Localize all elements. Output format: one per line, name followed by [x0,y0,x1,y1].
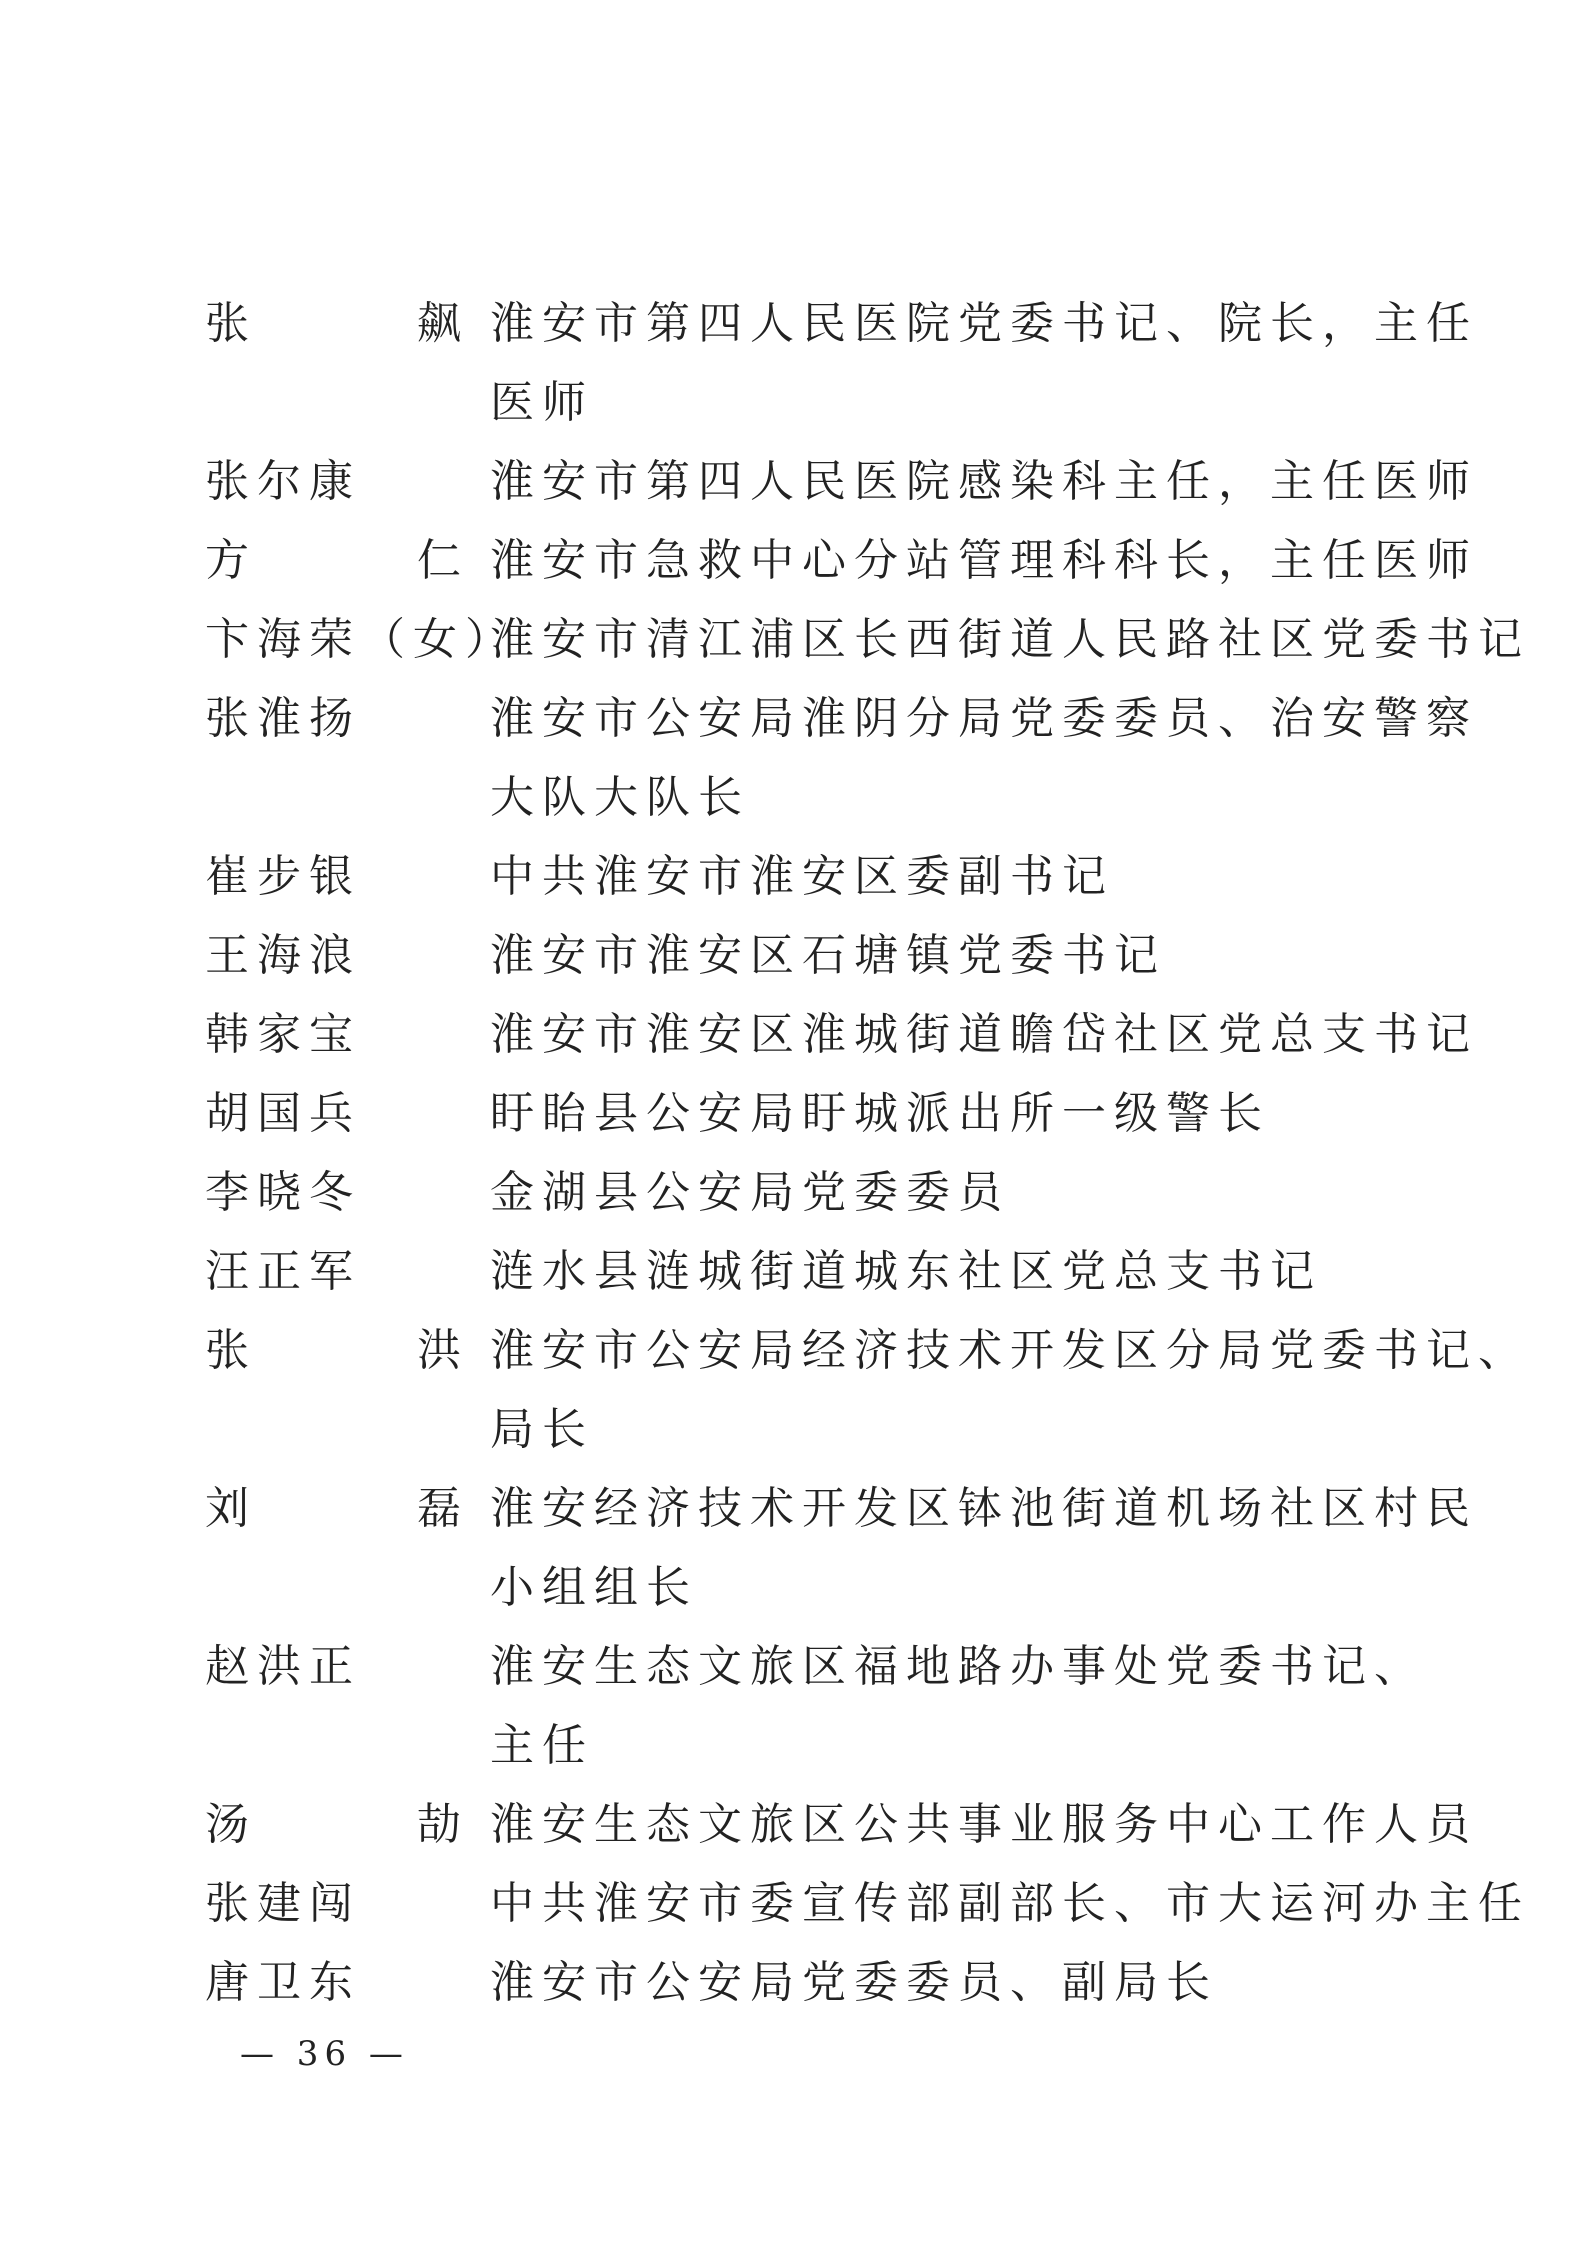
person-title [490,1785,1478,1864]
title-line: 中共淮安市淮安区委副书记 [490,851,1114,902]
person-name: 李晓冬 [205,1167,361,1218]
person-title [490,1627,1426,1785]
person-title [490,1311,1530,1469]
person-title [490,916,1390,995]
person-title [490,837,1390,916]
person-title [490,1074,1390,1153]
person-name: 刘 磊 [205,1483,523,1534]
title-line: 小组组长 [490,1562,698,1613]
list-item [205,995,1478,1074]
person-name: 韩家宝 [205,1009,361,1060]
list-item [205,916,1405,995]
title-line: 淮安生态文旅区福地路办事处党委书记、 [490,1641,1426,1692]
person-title [490,1943,1390,2022]
person-title [490,1232,1390,1311]
person-name: 唐卫东 [205,1957,361,2008]
title-line: 淮安市清江浦区长西街道人民路社区党委书记 [490,614,1530,665]
person-name: 汪正军 [205,1246,361,1297]
person-name: 张尔康 [205,456,361,507]
person-name: 方 仁 [205,535,523,586]
person-name: 胡国兵 [205,1088,361,1139]
person-name: 张 飙 [205,298,523,349]
title-line: 中共淮安市委宣传部副部长、市大运河办主任 [490,1878,1530,1929]
list-item [205,284,1478,442]
list-item [205,1469,1478,1627]
title-line: 淮安市急救中心分站管理科科长，主任医师 [490,535,1478,586]
page-number: — 36 — [240,2034,409,2074]
title-line: 淮安市第四人民医院感染科主任，主任医师 [490,456,1478,507]
person-title [490,600,1530,679]
person-name: 张 洪 [205,1325,523,1376]
person-name: 汤 劼 [205,1799,523,1850]
title-line: 大队大队长 [490,772,750,823]
person-title [490,284,1478,442]
person-name: 张建闯 [205,1878,361,1929]
title-line: 淮安市第四人民医院党委书记、院长，主任 [490,298,1478,349]
person-name: 张淮扬 [205,693,361,744]
person-name: 崔步银 [205,851,361,902]
title-line: 盱眙县公安局盱城派出所一级警长 [490,1088,1270,1139]
list-item [205,1785,1478,1864]
person-title [490,995,1478,1074]
title-line: 金湖县公安局党委委员 [490,1167,1010,1218]
list-item [205,1153,1405,1232]
list-item [205,442,1478,521]
title-line: 淮安市淮安区淮城街道瞻岱社区党总支书记 [490,1009,1478,1060]
person-title [490,1153,1390,1232]
list-item [205,521,1478,600]
list-item [205,1943,1405,2022]
title-line: 淮安市公安局淮阴分局党委委员、治安警察 [490,693,1478,744]
list-item [205,1232,1405,1311]
title-line: 淮安市淮安区石塘镇党委书记 [490,930,1166,981]
person-title [490,1469,1478,1627]
list-item [205,1311,1530,1469]
title-line: 医师 [490,377,594,428]
title-line: 局长 [490,1404,594,1455]
title-line: 淮安经济技术开发区钵池街道机场社区村民 [490,1483,1478,1534]
person-title [490,1864,1530,1943]
title-line: 淮安市公安局党委委员、副局长 [490,1957,1218,2008]
title-line: 淮安生态文旅区公共事业服务中心工作人员 [490,1799,1478,1850]
title-line: 主任 [490,1720,594,1771]
title-line: 涟水县涟城街道城东社区党总支书记 [490,1246,1322,1297]
list-item [205,679,1478,837]
list-item [205,600,1530,679]
person-title [490,442,1478,521]
title-line: 淮安市公安局经济技术开发区分局党委书记、 [490,1325,1530,1376]
person-title [490,521,1478,600]
person-name: 卞海荣（女） [205,614,517,665]
person-name: 赵洪正 [205,1641,361,1692]
list-item [205,1074,1405,1153]
list-item [205,837,1405,916]
list-item [205,1864,1530,1943]
person-title [490,679,1478,837]
person-name: 王海浪 [205,930,361,981]
list-item [205,1627,1426,1785]
personnel-list [205,284,1530,2022]
